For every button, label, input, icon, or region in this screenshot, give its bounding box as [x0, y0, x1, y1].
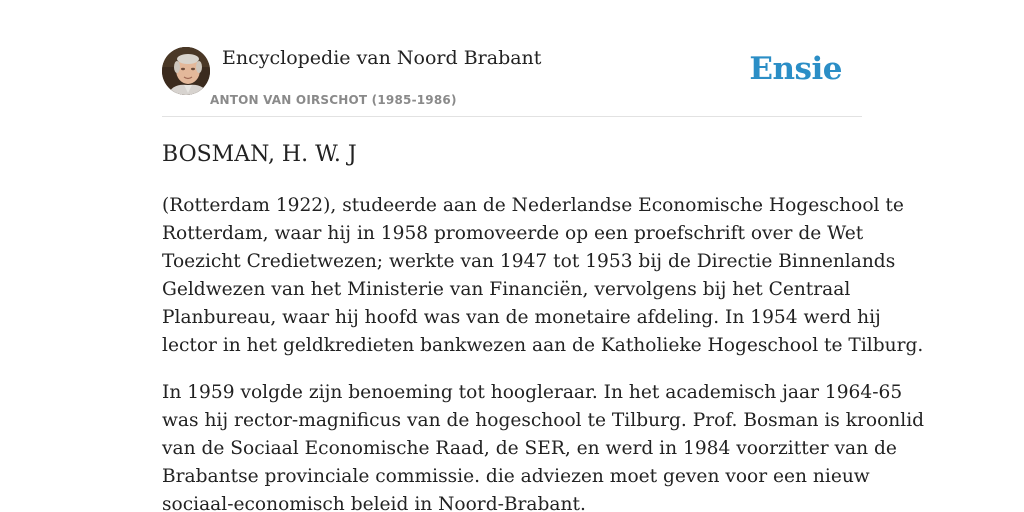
- paragraph-line: sociaal-economisch beleid in Noord-Brabant.: [162, 494, 586, 512]
- author-avatar[interactable]: [162, 47, 210, 95]
- paragraph-line: (Rotterdam 1922), studeerde aan de Nederlandse Economische Hogeschool te: [162, 195, 904, 216]
- ensie-logo[interactable]: Ensie: [749, 51, 842, 87]
- author-portrait-image: [162, 47, 210, 95]
- entry-paragraph: [162, 192, 924, 360]
- paragraph-line: Rotterdam, waar hij in 1958 promoveerde op een proefschrift over de Wet: [162, 223, 864, 244]
- article-page: [162, 0, 925, 512]
- entry-title: BOSMAN, H. W. J: [162, 142, 357, 167]
- paragraph-line: was hij rector-magnificus van de hogeschool te Tilburg. Prof. Bosman is kroonlid: [162, 410, 925, 431]
- paragraph-line: Brabantse provinciale commissie. die adviezen moet geven voor een nieuw: [162, 466, 870, 487]
- paragraph-line: Toezicht Credietwezen; werkte van 1947 tot 1953 bij de Directie Binnenlands: [162, 251, 896, 272]
- author-name[interactable]: ANTON VAN OIRSCHOT (1985-1986): [210, 93, 457, 107]
- paragraph-line: Planbureau, waar hij hoofd was van de monetaire afdeling. In 1954 werd hij: [162, 307, 881, 328]
- paragraph-line: van de Sociaal Economische Raad, de SER, en werd in 1984 voorzitter van de: [162, 438, 897, 459]
- paragraph-line: lector in het geldkredieten bankwezen aan de Katholieke Hogeschool te Tilburg.: [162, 335, 924, 356]
- paragraph-line: In 1959 volgde zijn benoeming tot hoogleraar. In het academisch jaar 1964-65: [162, 382, 903, 403]
- book-title[interactable]: Encyclopedie van Noord Brabant: [222, 47, 542, 69]
- paragraph-line: Geldwezen van het Ministerie van Financiën, vervolgens bij het Centraal: [162, 279, 851, 300]
- entry-paragraph: [162, 379, 925, 512]
- article-header: [162, 0, 862, 117]
